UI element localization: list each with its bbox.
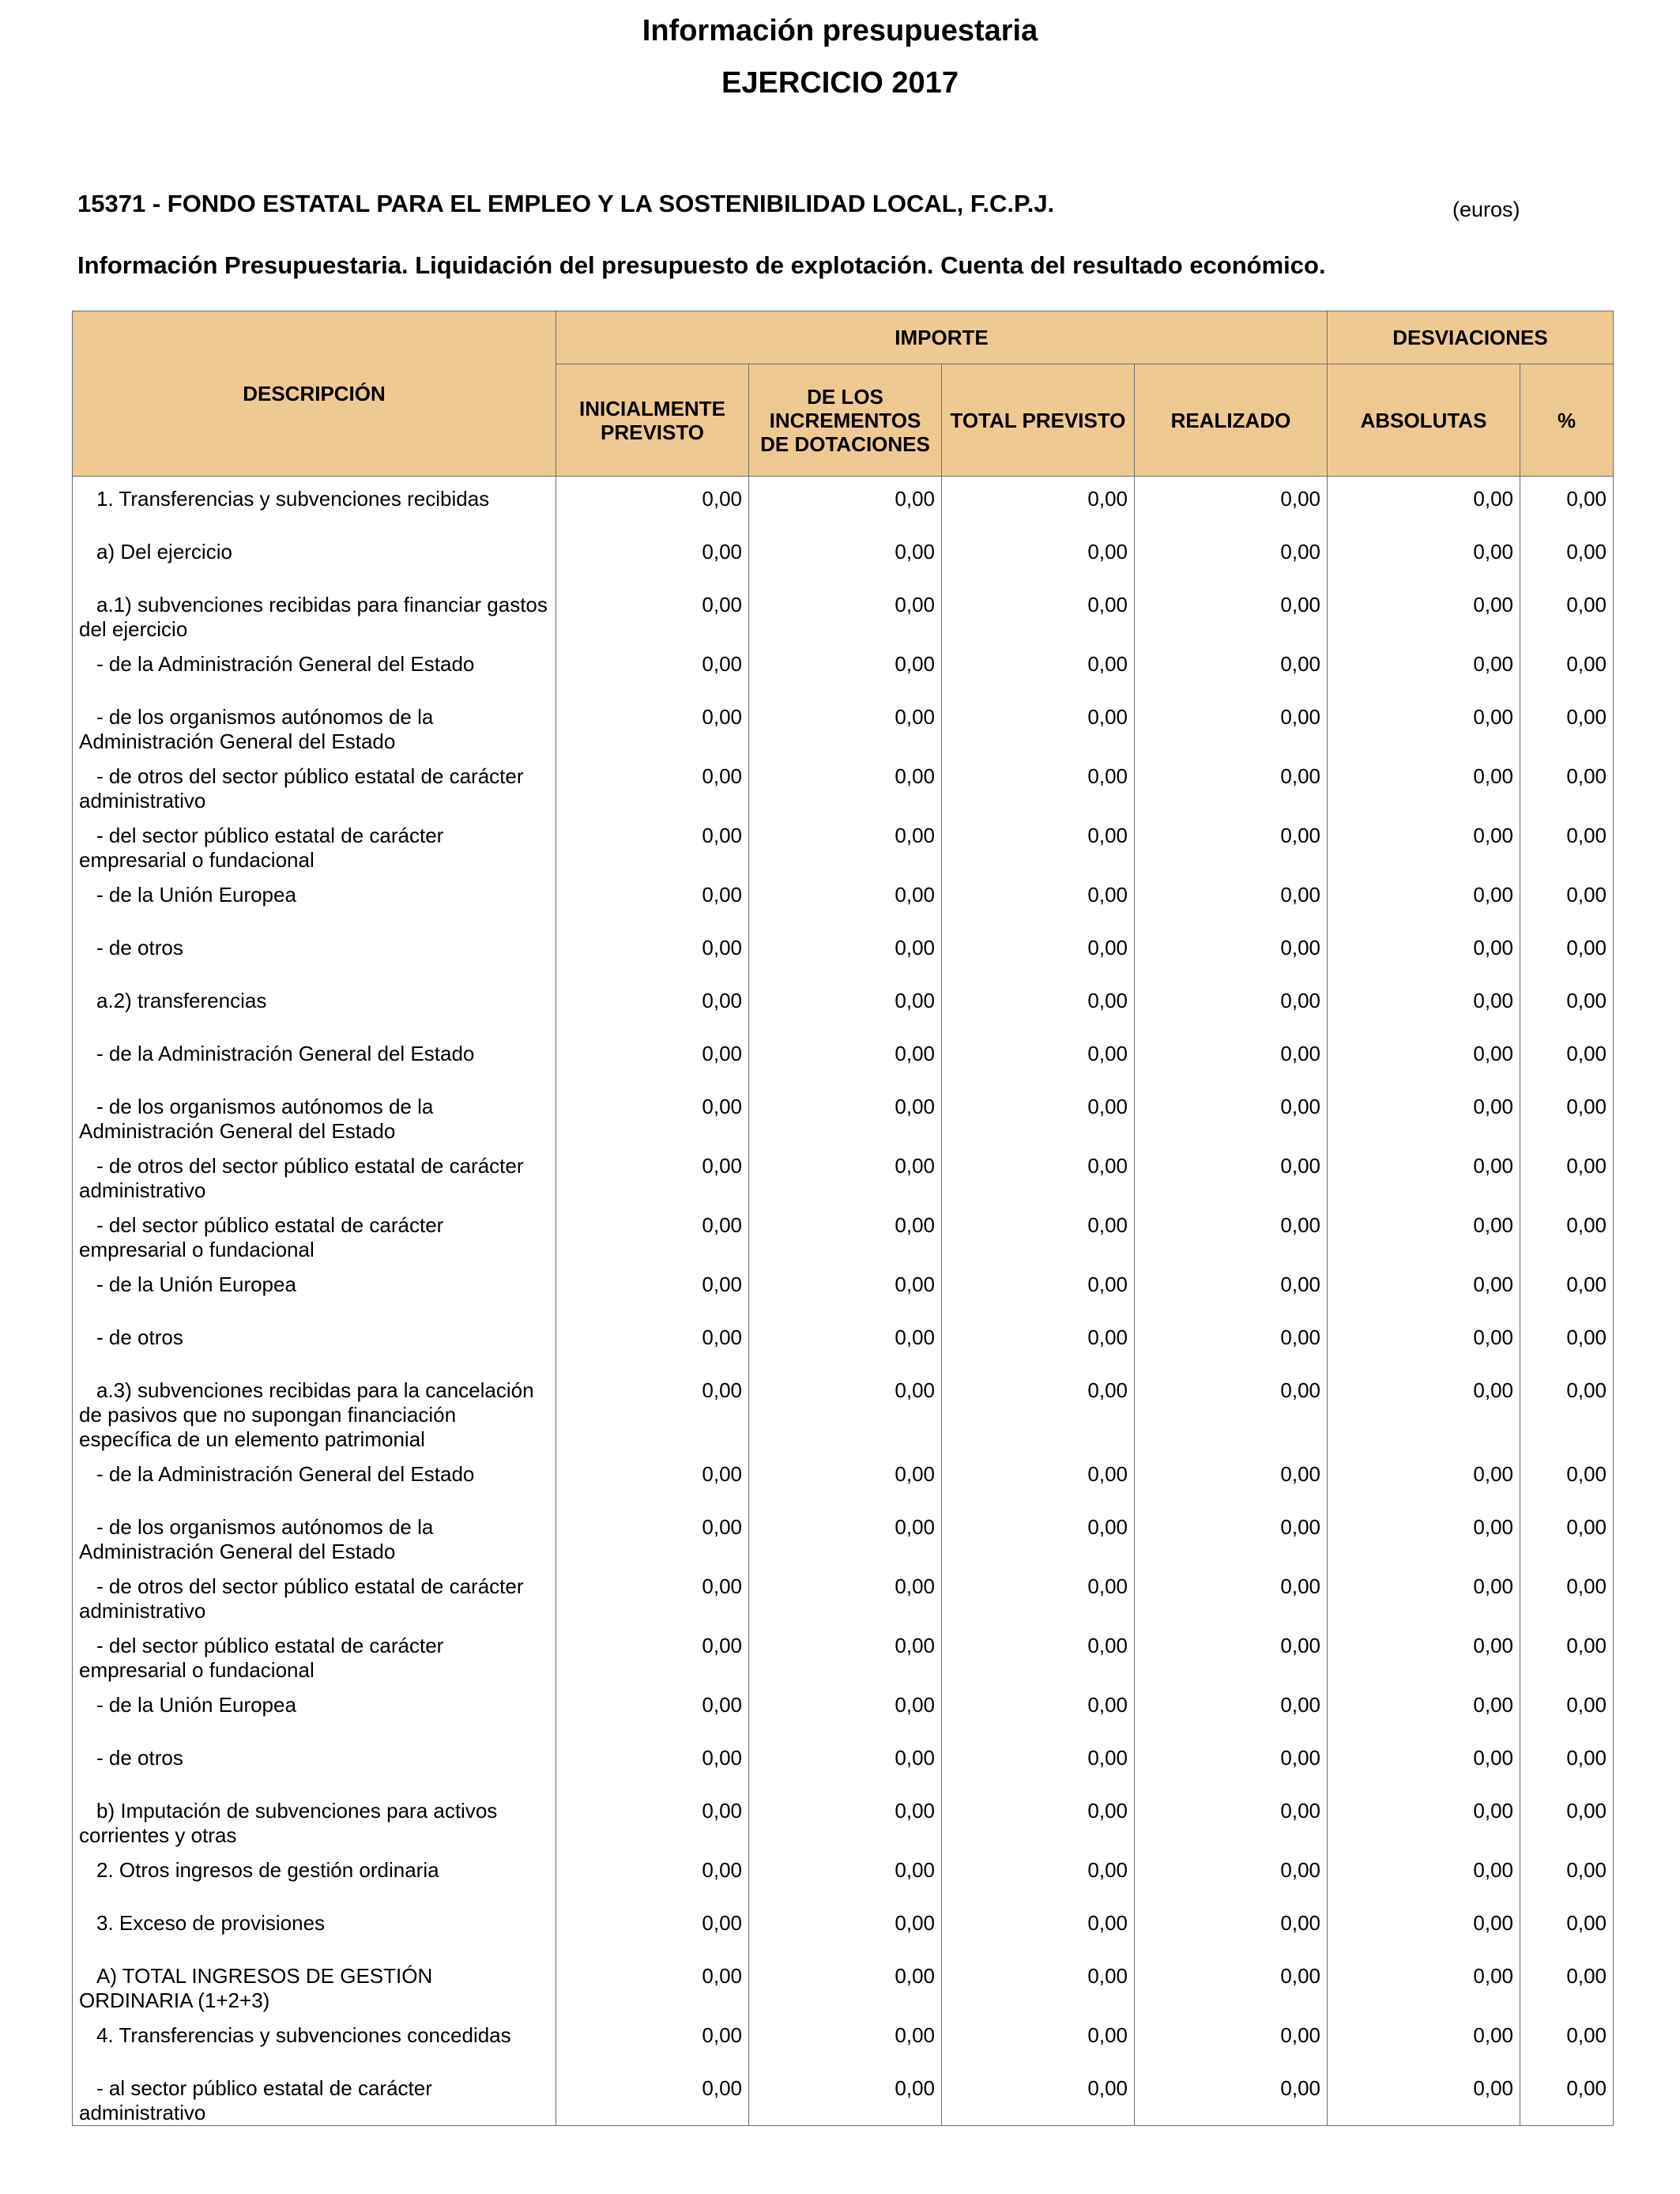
cell-inicialmente-previsto: 0,00	[556, 1084, 749, 1144]
cell-inicialmente-previsto: 0,00	[556, 642, 749, 695]
cell-inicialmente-previsto: 0,00	[556, 1901, 749, 1954]
table-row	[73, 1736, 1614, 1789]
cell-absolutas: 0,00	[1328, 1144, 1520, 1203]
cell-absolutas: 0,00	[1328, 530, 1520, 582]
cell-absolutas: 0,00	[1328, 477, 1520, 530]
table-row	[73, 642, 1614, 695]
table-row	[73, 1315, 1614, 1368]
table-row	[73, 2066, 1614, 2126]
cell-percent: 0,00	[1520, 1848, 1614, 1901]
row-description: - del sector público estatal de carácter empresarial o fundacional	[79, 1213, 444, 1261]
cell-realizado: 0,00	[1135, 1683, 1328, 1736]
cell-incrementos-dotaciones: 0,00	[749, 1736, 942, 1789]
cell-total-previsto: 0,00	[942, 582, 1135, 642]
cell-percent: 0,00	[1520, 530, 1614, 582]
row-description: - de los organismos autónomos de la Administración General del Estado	[79, 705, 434, 753]
cell-inicialmente-previsto: 0,00	[556, 1736, 749, 1789]
cell-inicialmente-previsto: 0,00	[556, 754, 749, 813]
cell-realizado: 0,00	[1135, 2066, 1328, 2126]
table-row	[73, 1084, 1614, 1144]
cell-percent: 0,00	[1520, 1564, 1614, 1623]
cell-realizado: 0,00	[1135, 1084, 1328, 1144]
cell-percent: 0,00	[1520, 813, 1614, 873]
row-description: 4. Transferencias y subvenciones concedidas	[96, 2023, 511, 2047]
cell-realizado: 0,00	[1135, 2013, 1328, 2066]
report-subtitle: Información Presupuestaria. Liquidación del presupuesto de explotación. Cuenta del resultado económico.	[77, 251, 1326, 279]
cell-total-previsto: 0,00	[942, 1623, 1135, 1683]
cell-incrementos-dotaciones: 0,00	[749, 1564, 942, 1623]
cell-realizado: 0,00	[1135, 1954, 1328, 2013]
row-description: - de otros	[96, 1746, 183, 1770]
cell-realizado: 0,00	[1135, 582, 1328, 642]
table-row	[73, 1031, 1614, 1084]
table-row	[73, 530, 1614, 582]
cell-realizado: 0,00	[1135, 754, 1328, 813]
table-row	[73, 978, 1614, 1031]
row-description: a.1) subvenciones recibidas para financiar gastos del ejercicio	[79, 593, 548, 641]
cell-realizado: 0,00	[1135, 1736, 1328, 1789]
cell-incrementos-dotaciones: 0,00	[749, 1084, 942, 1144]
cell-absolutas: 0,00	[1328, 873, 1520, 925]
header-descripcion: DESCRIPCIÓN	[73, 311, 556, 477]
cell-incrementos-dotaciones: 0,00	[749, 477, 942, 530]
cell-inicialmente-previsto: 0,00	[556, 1262, 749, 1315]
row-description: - de la Administración General del Estado	[96, 1462, 475, 1486]
cell-percent: 0,00	[1520, 1789, 1614, 1848]
cell-inicialmente-previsto: 0,00	[556, 1789, 749, 1848]
row-description: - de otros del sector público estatal de carácter administrativo	[79, 1574, 524, 1623]
cell-inicialmente-previsto: 0,00	[556, 2013, 749, 2066]
cell-absolutas: 0,00	[1328, 642, 1520, 695]
row-description: - de la Administración General del Estado	[96, 1042, 475, 1065]
cell-absolutas: 0,00	[1328, 978, 1520, 1031]
cell-inicialmente-previsto: 0,00	[556, 530, 749, 582]
table-row	[73, 754, 1614, 813]
cell-total-previsto: 0,00	[942, 477, 1135, 530]
cell-total-previsto: 0,00	[942, 2066, 1135, 2126]
cell-percent: 0,00	[1520, 978, 1614, 1031]
cell-realizado: 0,00	[1135, 477, 1328, 530]
cell-total-previsto: 0,00	[942, 873, 1135, 925]
cell-inicialmente-previsto: 0,00	[556, 978, 749, 1031]
cell-inicialmente-previsto: 0,00	[556, 1031, 749, 1084]
cell-absolutas: 0,00	[1328, 1368, 1520, 1452]
row-description: - de la Unión Europea	[96, 1272, 296, 1296]
table-row	[73, 1262, 1614, 1315]
cell-percent: 0,00	[1520, 1623, 1614, 1683]
cell-absolutas: 0,00	[1328, 1683, 1520, 1736]
cell-absolutas: 0,00	[1328, 1084, 1520, 1144]
cell-percent: 0,00	[1520, 1262, 1614, 1315]
cell-realizado: 0,00	[1135, 1789, 1328, 1848]
row-description: a) Del ejercicio	[96, 540, 232, 564]
cell-inicialmente-previsto: 0,00	[556, 1315, 749, 1368]
cell-realizado: 0,00	[1135, 1315, 1328, 1368]
header-total-previsto: TOTAL PREVISTO	[942, 364, 1135, 477]
row-description: - de otros del sector público estatal de carácter administrativo	[79, 764, 524, 812]
cell-incrementos-dotaciones: 0,00	[749, 1848, 942, 1901]
cell-inicialmente-previsto: 0,00	[556, 1368, 749, 1452]
cell-absolutas: 0,00	[1328, 582, 1520, 642]
cell-incrementos-dotaciones: 0,00	[749, 1954, 942, 2013]
cell-realizado: 0,00	[1135, 1031, 1328, 1084]
table-row	[73, 695, 1614, 754]
row-description: - de la Administración General del Estado	[96, 652, 475, 676]
cell-incrementos-dotaciones: 0,00	[749, 1203, 942, 1262]
cell-incrementos-dotaciones: 0,00	[749, 1505, 942, 1564]
cell-absolutas: 0,00	[1328, 1315, 1520, 1368]
cell-percent: 0,00	[1520, 1368, 1614, 1452]
cell-incrementos-dotaciones: 0,00	[749, 582, 942, 642]
table-body	[73, 477, 1614, 2126]
cell-incrementos-dotaciones: 0,00	[749, 978, 942, 1031]
header-desviaciones: DESVIACIONES	[1328, 311, 1614, 364]
currency-units: (euros)	[1452, 198, 1520, 221]
cell-absolutas: 0,00	[1328, 1901, 1520, 1954]
cell-inicialmente-previsto: 0,00	[556, 1954, 749, 2013]
row-description: - de otros	[96, 1325, 183, 1349]
table-row	[73, 1203, 1614, 1262]
table-row	[73, 1452, 1614, 1505]
cell-realizado: 0,00	[1135, 978, 1328, 1031]
cell-incrementos-dotaciones: 0,00	[749, 813, 942, 873]
row-description: 1. Transferencias y subvenciones recibidas	[96, 487, 490, 511]
row-description: - al sector público estatal de carácter administrativo	[79, 2076, 432, 2124]
cell-absolutas: 0,00	[1328, 1623, 1520, 1683]
cell-total-previsto: 0,00	[942, 1031, 1135, 1084]
cell-realizado: 0,00	[1135, 1623, 1328, 1683]
table-row	[73, 813, 1614, 873]
cell-total-previsto: 0,00	[942, 1954, 1135, 2013]
cell-incrementos-dotaciones: 0,00	[749, 2013, 942, 2066]
cell-absolutas: 0,00	[1328, 813, 1520, 873]
cell-percent: 0,00	[1520, 1203, 1614, 1262]
cell-incrementos-dotaciones: 0,00	[749, 642, 942, 695]
cell-total-previsto: 0,00	[942, 695, 1135, 754]
cell-absolutas: 0,00	[1328, 1736, 1520, 1789]
cell-total-previsto: 0,00	[942, 1262, 1135, 1315]
cell-total-previsto: 0,00	[942, 1736, 1135, 1789]
row-description: - del sector público estatal de carácter empresarial o fundacional	[79, 824, 444, 872]
cell-inicialmente-previsto: 0,00	[556, 1203, 749, 1262]
cell-inicialmente-previsto: 0,00	[556, 695, 749, 754]
cell-percent: 0,00	[1520, 1505, 1614, 1564]
row-description: - de los organismos autónomos de la Administración General del Estado	[79, 1515, 434, 1563]
cell-incrementos-dotaciones: 0,00	[749, 1623, 942, 1683]
page-title: Información presupuestaria	[642, 14, 1038, 47]
cell-total-previsto: 0,00	[942, 978, 1135, 1031]
row-description: a.3) subvenciones recibidas para la cancelación de pasivos que no supongan financiación específica de un elemento patrimonial	[79, 1378, 534, 1451]
row-description: - de la Unión Europea	[96, 883, 296, 907]
cell-total-previsto: 0,00	[942, 642, 1135, 695]
cell-total-previsto: 0,00	[942, 1505, 1135, 1564]
cell-inicialmente-previsto: 0,00	[556, 477, 749, 530]
cell-incrementos-dotaciones: 0,00	[749, 530, 942, 582]
budget-table	[72, 311, 1614, 2126]
cell-total-previsto: 0,00	[942, 1368, 1135, 1452]
cell-total-previsto: 0,00	[942, 1144, 1135, 1203]
cell-inicialmente-previsto: 0,00	[556, 873, 749, 925]
cell-absolutas: 0,00	[1328, 1203, 1520, 1262]
table-row	[73, 1789, 1614, 1848]
cell-incrementos-dotaciones: 0,00	[749, 1315, 942, 1368]
table-row	[73, 873, 1614, 925]
cell-realizado: 0,00	[1135, 1262, 1328, 1315]
cell-percent: 0,00	[1520, 925, 1614, 978]
cell-absolutas: 0,00	[1328, 1505, 1520, 1564]
cell-percent: 0,00	[1520, 1084, 1614, 1144]
cell-incrementos-dotaciones: 0,00	[749, 925, 942, 978]
cell-realizado: 0,00	[1135, 695, 1328, 754]
table-row	[73, 1954, 1614, 2013]
cell-inicialmente-previsto: 0,00	[556, 1683, 749, 1736]
cell-total-previsto: 0,00	[942, 530, 1135, 582]
cell-inicialmente-previsto: 0,00	[556, 1452, 749, 1505]
cell-incrementos-dotaciones: 0,00	[749, 1144, 942, 1203]
table-row	[73, 1368, 1614, 1452]
header-incrementos-dotaciones: DE LOS INCREMENTOS DE DOTACIONES	[749, 364, 942, 477]
header-importe: IMPORTE	[556, 311, 1328, 364]
cell-inicialmente-previsto: 0,00	[556, 925, 749, 978]
cell-percent: 0,00	[1520, 873, 1614, 925]
cell-realizado: 0,00	[1135, 642, 1328, 695]
table-row	[73, 2013, 1614, 2066]
cell-total-previsto: 0,00	[942, 813, 1135, 873]
cell-inicialmente-previsto: 0,00	[556, 1505, 749, 1564]
cell-incrementos-dotaciones: 0,00	[749, 1683, 942, 1736]
cell-percent: 0,00	[1520, 1954, 1614, 2013]
cell-absolutas: 0,00	[1328, 1262, 1520, 1315]
cell-percent: 0,00	[1520, 582, 1614, 642]
cell-inicialmente-previsto: 0,00	[556, 1848, 749, 1901]
cell-incrementos-dotaciones: 0,00	[749, 873, 942, 925]
cell-total-previsto: 0,00	[942, 2013, 1135, 2066]
cell-realizado: 0,00	[1135, 1452, 1328, 1505]
table-row	[73, 925, 1614, 978]
cell-realizado: 0,00	[1135, 1505, 1328, 1564]
cell-realizado: 0,00	[1135, 925, 1328, 978]
table-row	[73, 1901, 1614, 1954]
cell-absolutas: 0,00	[1328, 1954, 1520, 2013]
cell-realizado: 0,00	[1135, 813, 1328, 873]
cell-total-previsto: 0,00	[942, 1901, 1135, 1954]
cell-percent: 0,00	[1520, 1736, 1614, 1789]
cell-percent: 0,00	[1520, 1031, 1614, 1084]
cell-percent: 0,00	[1520, 1901, 1614, 1954]
cell-realizado: 0,00	[1135, 1368, 1328, 1452]
cell-total-previsto: 0,00	[942, 1848, 1135, 1901]
cell-absolutas: 0,00	[1328, 754, 1520, 813]
cell-total-previsto: 0,00	[942, 1683, 1135, 1736]
cell-realizado: 0,00	[1135, 1564, 1328, 1623]
cell-percent: 0,00	[1520, 1452, 1614, 1505]
cell-absolutas: 0,00	[1328, 695, 1520, 754]
cell-percent: 0,00	[1520, 2013, 1614, 2066]
row-description: - de otros del sector público estatal de carácter administrativo	[79, 1154, 524, 1202]
cell-realizado: 0,00	[1135, 1901, 1328, 1954]
row-description: b) Imputación de subvenciones para activos corrientes y otras	[79, 1799, 498, 1847]
cell-absolutas: 0,00	[1328, 1452, 1520, 1505]
cell-percent: 0,00	[1520, 754, 1614, 813]
header-realizado: REALIZADO	[1135, 364, 1328, 477]
cell-realizado: 0,00	[1135, 530, 1328, 582]
row-description: 2. Otros ingresos de gestión ordinaria	[96, 1858, 439, 1882]
cell-absolutas: 0,00	[1328, 925, 1520, 978]
row-description: - del sector público estatal de carácter empresarial o fundacional	[79, 1634, 444, 1682]
table-row	[73, 582, 1614, 642]
cell-total-previsto: 0,00	[942, 1452, 1135, 1505]
cell-percent: 0,00	[1520, 1144, 1614, 1203]
cell-absolutas: 0,00	[1328, 1564, 1520, 1623]
cell-percent: 0,00	[1520, 695, 1614, 754]
cell-inicialmente-previsto: 0,00	[556, 1144, 749, 1203]
row-description: A) TOTAL INGRESOS DE GESTIÓN ORDINARIA (1+2+3)	[79, 1964, 433, 2012]
cell-inicialmente-previsto: 0,00	[556, 582, 749, 642]
table-row	[73, 1848, 1614, 1901]
header-percent: %	[1520, 364, 1614, 477]
row-description: 3. Exceso de provisiones	[96, 1911, 326, 1935]
cell-incrementos-dotaciones: 0,00	[749, 1789, 942, 1848]
cell-incrementos-dotaciones: 0,00	[749, 1368, 942, 1452]
table-row	[73, 1623, 1614, 1683]
cell-total-previsto: 0,00	[942, 1564, 1135, 1623]
table-row	[73, 477, 1614, 530]
cell-incrementos-dotaciones: 0,00	[749, 2066, 942, 2126]
table-row	[73, 1505, 1614, 1564]
cell-absolutas: 0,00	[1328, 1789, 1520, 1848]
cell-incrementos-dotaciones: 0,00	[749, 1901, 942, 1954]
cell-realizado: 0,00	[1135, 1203, 1328, 1262]
cell-incrementos-dotaciones: 0,00	[749, 1452, 942, 1505]
cell-total-previsto: 0,00	[942, 1789, 1135, 1848]
cell-absolutas: 0,00	[1328, 1848, 1520, 1901]
cell-realizado: 0,00	[1135, 1144, 1328, 1203]
cell-inicialmente-previsto: 0,00	[556, 1564, 749, 1623]
table-row	[73, 1683, 1614, 1736]
cell-total-previsto: 0,00	[942, 1315, 1135, 1368]
cell-inicialmente-previsto: 0,00	[556, 1623, 749, 1683]
cell-inicialmente-previsto: 0,00	[556, 2066, 749, 2126]
cell-percent: 0,00	[1520, 2066, 1614, 2126]
cell-inicialmente-previsto: 0,00	[556, 813, 749, 873]
cell-absolutas: 0,00	[1328, 2013, 1520, 2066]
cell-total-previsto: 0,00	[942, 925, 1135, 978]
row-description: - de otros	[96, 936, 183, 959]
cell-total-previsto: 0,00	[942, 1203, 1135, 1262]
cell-incrementos-dotaciones: 0,00	[749, 1031, 942, 1084]
row-description: a.2) transferencias	[96, 989, 267, 1012]
entity-name: 15371 - FONDO ESTATAL PARA EL EMPLEO Y LA SOSTENIBILIDAD LOCAL, F.C.P.J.	[77, 190, 1055, 217]
cell-incrementos-dotaciones: 0,00	[749, 1262, 942, 1315]
cell-incrementos-dotaciones: 0,00	[749, 695, 942, 754]
cell-total-previsto: 0,00	[942, 754, 1135, 813]
cell-absolutas: 0,00	[1328, 1031, 1520, 1084]
cell-total-previsto: 0,00	[942, 1084, 1135, 1144]
cell-absolutas: 0,00	[1328, 2066, 1520, 2126]
cell-realizado: 0,00	[1135, 1848, 1328, 1901]
cell-percent: 0,00	[1520, 477, 1614, 530]
header-absolutas: ABSOLUTAS	[1328, 364, 1520, 477]
cell-percent: 0,00	[1520, 1315, 1614, 1368]
table-row	[73, 1564, 1614, 1623]
row-description: - de los organismos autónomos de la Administración General del Estado	[79, 1095, 434, 1143]
cell-percent: 0,00	[1520, 642, 1614, 695]
cell-percent: 0,00	[1520, 1683, 1614, 1736]
cell-realizado: 0,00	[1135, 873, 1328, 925]
row-description: - de la Unión Europea	[96, 1693, 296, 1717]
table-row	[73, 1144, 1614, 1203]
fiscal-year-title: EJERCICIO 2017	[721, 66, 959, 100]
cell-incrementos-dotaciones: 0,00	[749, 754, 942, 813]
header-inicialmente-previsto: INICIALMENTE PREVISTO	[556, 364, 749, 477]
